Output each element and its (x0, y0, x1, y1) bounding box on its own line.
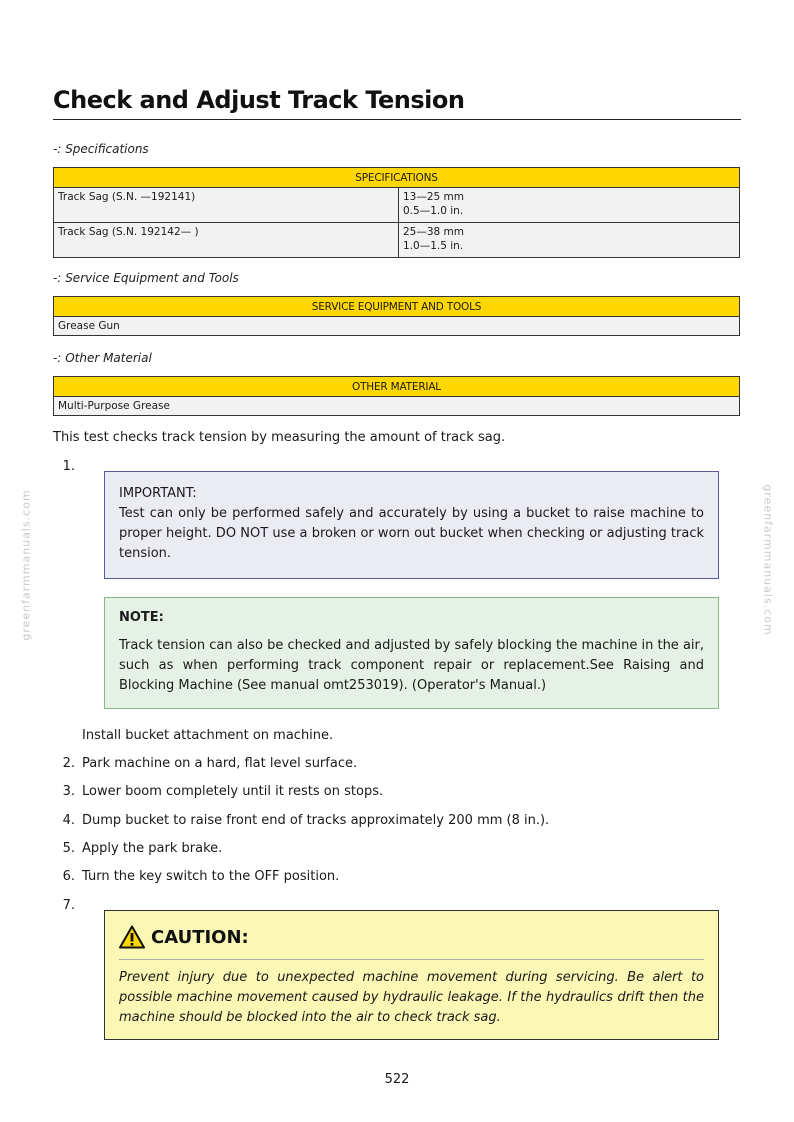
service-tool-item: Grease Gun (54, 317, 740, 336)
caution-box (104, 910, 719, 1040)
step-number: 1. (62, 459, 75, 474)
spec-value-in: 0.5—1.0 in. (403, 205, 464, 217)
spec-value (399, 188, 740, 223)
service-tools-header: SERVICE EQUIPMENT AND TOOLS (54, 297, 740, 317)
important-box (104, 471, 719, 579)
other-material-item: Multi-Purpose Grease (54, 397, 740, 416)
step-text: Park machine on a hard, flat level surface. (82, 756, 358, 771)
service-tools-label: -: Service Equipment and Tools (53, 271, 239, 285)
specifications-label: -: Specifications (53, 142, 149, 156)
warning-triangle-icon (119, 925, 145, 949)
watermark-left: greenfarmmanuals.com (19, 489, 33, 641)
caution-divider (119, 959, 704, 960)
step-number: 2. (62, 756, 75, 771)
table-row (54, 397, 740, 416)
service-tools-table (53, 296, 740, 336)
step-number: 3. (62, 784, 75, 799)
other-material-header: OTHER MATERIAL (54, 377, 740, 397)
specifications-header: SPECIFICATIONS (54, 168, 740, 188)
note-body: Track tension can also be checked and adjusted by safely blocking the machine in the air, such as when performing track component repair or replacement.See Raising and Blocking Machine (See manual omt253019). (Operator's Manual.) (119, 638, 704, 693)
step-number: 5. (62, 841, 75, 856)
watermark-right: greenfarmmanuals.com (761, 484, 775, 636)
table-row (54, 188, 740, 223)
step-text: Lower boom completely until it rests on stops. (82, 784, 384, 799)
other-material-label: -: Other Material (53, 351, 152, 365)
caution-body: Prevent injury due to unexpected machine movement during servicing. Be alert to possible machine movement caused by hydraulic leakage. If the hydraulics drift then the machine should be blocked into the air to check track sag. (119, 970, 704, 1025)
step-text: Turn the key switch to the OFF position. (82, 869, 340, 884)
step-number: 4. (62, 813, 75, 828)
caution-header (119, 921, 704, 953)
intro-text: This test checks track tension by measuring the amount of track sag. (53, 430, 506, 445)
step-text: Dump bucket to raise front end of tracks approximately 200 mm (8 in.). (82, 813, 550, 828)
table-row (54, 223, 740, 258)
step-text: Apply the park brake. (82, 841, 223, 856)
spec-value-in: 1.0—1.5 in. (403, 240, 464, 252)
important-body: Test can only be performed safely and accurately by using a bucket to raise machine to proper height. DO NOT use a broken or worn out bucket when checking or adjusting track tension. (119, 506, 704, 561)
spec-value (399, 223, 740, 258)
step-text: Install bucket attachment on machine. (82, 728, 334, 743)
table-row (54, 317, 740, 336)
other-material-table (53, 376, 740, 416)
spec-value-mm: 13—25 mm (403, 191, 465, 203)
page-number: 522 (384, 1072, 410, 1087)
note-box (104, 597, 719, 709)
important-title: IMPORTANT: (119, 486, 197, 501)
step-number: 7. (62, 898, 75, 913)
page-title: Check and Adjust Track Tension (53, 86, 741, 120)
spec-value-mm: 25—38 mm (403, 226, 465, 238)
spec-item: Track Sag (S.N. —192141) (54, 188, 399, 223)
step-number: 6. (62, 869, 75, 884)
specifications-table (53, 167, 740, 258)
note-title: NOTE: (119, 610, 164, 625)
spec-item: Track Sag (S.N. 192142— ) (54, 223, 399, 258)
caution-title: CAUTION: (151, 926, 249, 948)
